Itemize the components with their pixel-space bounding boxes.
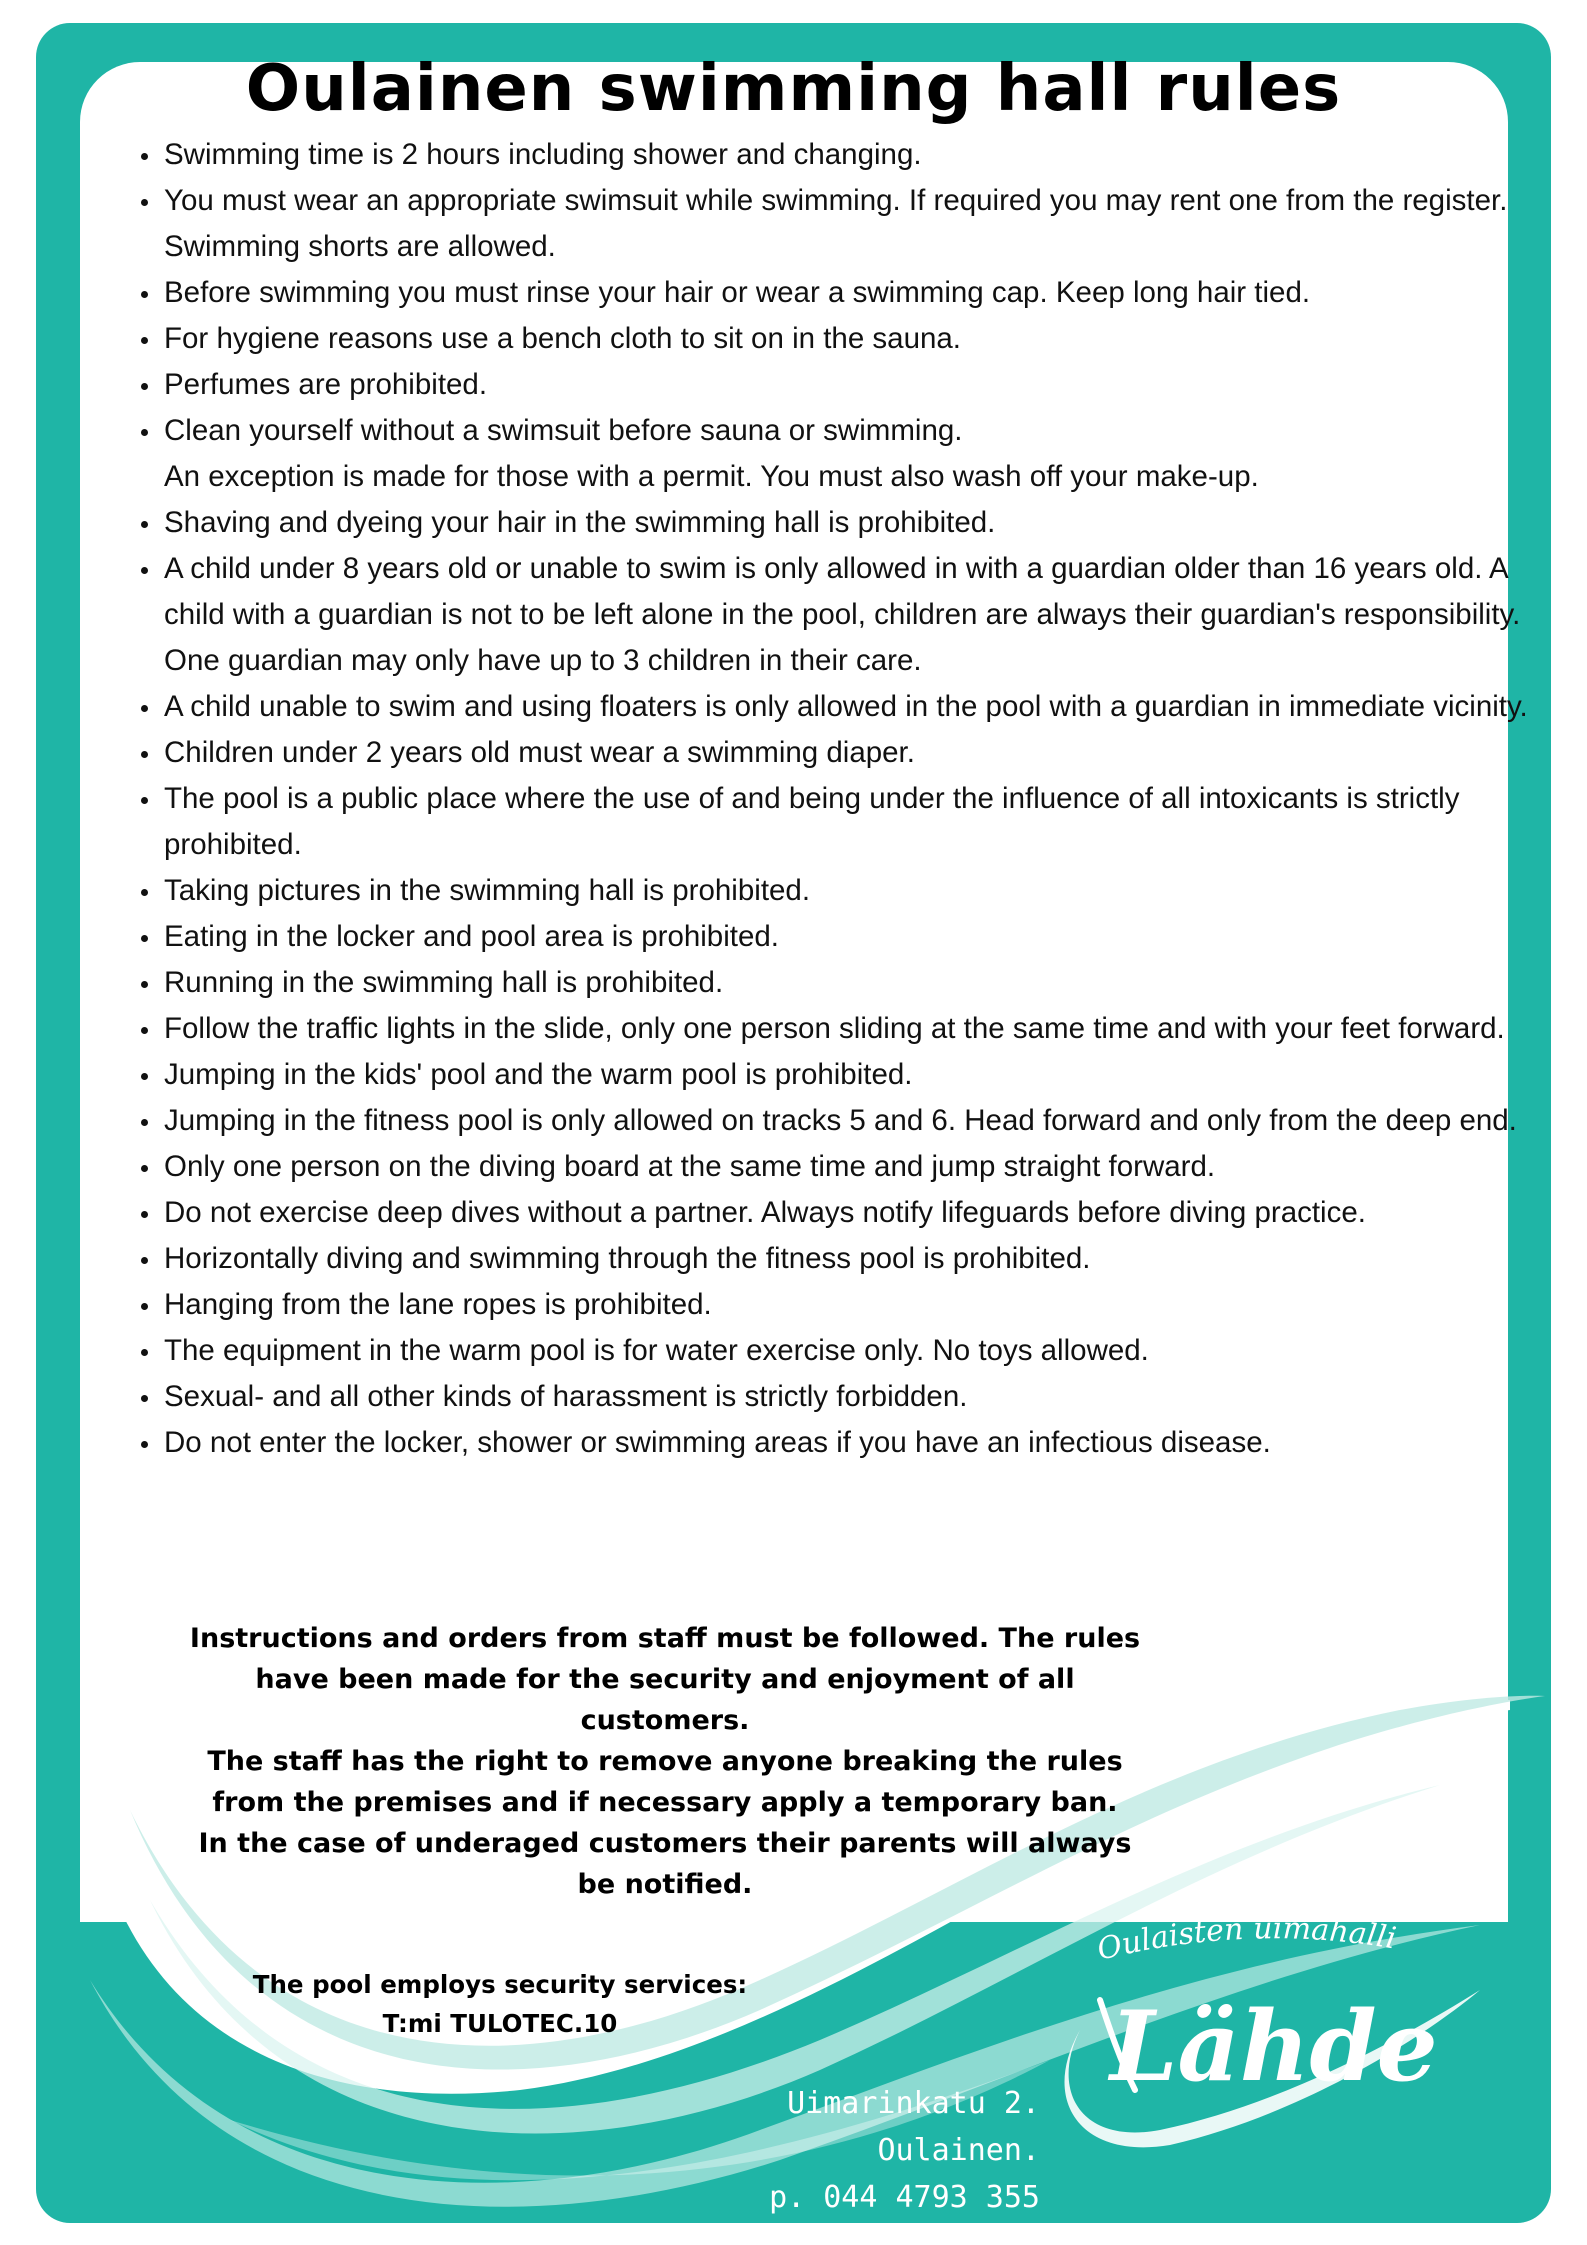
rule-item: • Follow the traffic lights in the slide, only one person sliding at the same time and with your feet forward. <box>162 1006 1542 1052</box>
rule-item: • Shaving and dyeing your hair in the swimming hall is prohibited. <box>162 500 1542 546</box>
rule-item: • Do not enter the locker, shower or swimming areas if you have an infectious disease. <box>162 1420 1542 1466</box>
rule-item: An exception is made for those with a permit. You must also wash off your make-up. <box>164 460 1259 493</box>
rules-list <box>130 132 1542 1466</box>
rule-item: • A child under 8 years old or unable to swim is only allowed in with a guardian older than 16 years old. A child with a guardian is not to be left alone in the pool, children are always their guardian's responsibility. One guardian may only have up to 3 children in their care. <box>162 546 1542 684</box>
rule-item: • For hygiene reasons use a bench cloth to sit on in the sauna. <box>162 316 1542 362</box>
staff-notice <box>180 1618 1150 1905</box>
security-line-1: The pool employs security services: <box>252 1970 748 1999</box>
rule-item: • Clean yourself without a swimsuit before sauna or swimming. <box>162 408 1542 454</box>
page-title: Oulainen swimming hall rules <box>245 52 1342 126</box>
rule-item: • Jumping in the fitness pool is only allowed on tracks 5 and 6. Head forward and only from the deep end. <box>162 1098 1542 1144</box>
logo-tagline <box>1094 1911 1399 1967</box>
rule-item: • Sexual- and all other kinds of harassment is strictly forbidden. <box>162 1374 1542 1420</box>
address-city: Oulainen. <box>877 2133 1040 2168</box>
rule-item: • Do not exercise deep dives without a partner. Always notify lifeguards before diving practice. <box>162 1190 1542 1236</box>
address-block <box>760 2080 1040 2221</box>
security-info <box>240 1965 760 2043</box>
rule-item: • Perfumes are prohibited. <box>162 362 1542 408</box>
rule-item: • Eating in the locker and pool area is prohibited. <box>162 914 1542 960</box>
rule-item: • Hanging from the lane ropes is prohibited. <box>162 1282 1542 1328</box>
notice-line-3: In the case of underaged customers their parents will always be notified. <box>198 1828 1132 1900</box>
security-company: T:mi TULOTEC.10 <box>382 2009 618 2038</box>
rule-item: • The pool is a public place where the use of and being under the influence of all intoxicants is strictly prohibited. <box>162 776 1542 868</box>
notice-line-2: The staff has the right to remove anyone breaking the rules from the premises and if necessary apply a temporary ban. <box>207 1746 1123 1818</box>
rule-item: • The equipment in the warm pool is for water exercise only. No toys allowed. <box>162 1328 1542 1374</box>
rule-item: • Horizontally diving and swimming through the fitness pool is prohibited. <box>162 1236 1542 1282</box>
rule-item: • Children under 2 years old must wear a swimming diaper. <box>162 730 1542 776</box>
rule-item: • Running in the swimming hall is prohibited. <box>162 960 1542 1006</box>
rule-item: • Before swimming you must rinse your hair or wear a swimming cap. Keep long hair tied. <box>162 270 1542 316</box>
address-phone: p. 044 4793 355 <box>769 2180 1040 2215</box>
rule-item: • You must wear an appropriate swimsuit while swimming. If required you may rent one from the register. Swimming shorts are allowed. <box>162 178 1542 270</box>
rule-item: • A child unable to swim and using floaters is only allowed in the pool with a guardian in immediate vicinity. <box>162 684 1542 730</box>
rule-item: • Only one person on the diving board at the same time and jump straight forward. <box>162 1144 1542 1190</box>
rule-item: • Taking pictures in the swimming hall is prohibited. <box>162 868 1542 914</box>
rule-item: • Jumping in the kids' pool and the warm pool is prohibited. <box>162 1052 1542 1098</box>
notice-line-1: Instructions and orders from staff must be followed. The rules have been made for the security and enjoyment of all customers. <box>189 1623 1141 1736</box>
logo-tagline-path: Oulaisten uimahalli <box>1093 1911 1399 1968</box>
lahde-logo <box>1040 1890 1520 2160</box>
address-street: Uimarinkatu 2. <box>787 2086 1040 2121</box>
rule-item: • Swimming time is 2 hours including shower and changing. <box>162 132 1542 178</box>
logo-name: Lähde <box>1110 1990 1438 2103</box>
